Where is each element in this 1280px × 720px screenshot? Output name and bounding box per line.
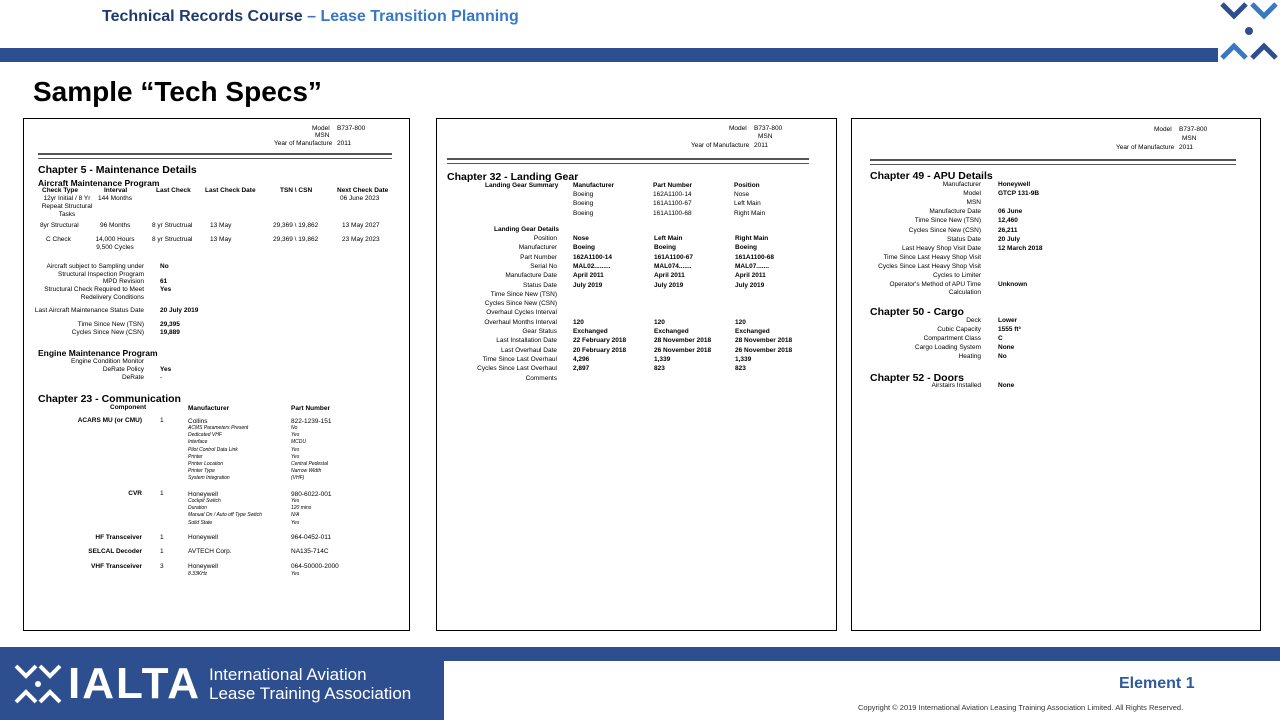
field-value: 29,395: [160, 321, 180, 328]
table-cell: Nose: [734, 191, 750, 198]
option-value: Yes: [291, 432, 300, 439]
component-pn: 964-0452-011: [291, 534, 331, 541]
option-label: Cockpit Switch: [188, 498, 221, 504]
field-label: Operator's Method of APU Time Calculation: [889, 281, 981, 297]
table-cell: MAL02.........: [573, 262, 611, 270]
field-label: Compartment Class: [923, 335, 981, 343]
course-topic: Lease Transition Planning: [320, 8, 519, 25]
col-position: Position: [734, 182, 760, 189]
component-mfr: Collins: [188, 418, 208, 425]
option-label: Printer Location: [188, 461, 224, 467]
row-label: Cycles Since Last Overhaul: [477, 365, 557, 373]
option-value: Central Pedestal: [291, 461, 328, 467]
row-label: Serial No: [530, 262, 557, 270]
table-cell: 96 Months: [100, 222, 131, 229]
table-cell: 28 November 2018: [735, 337, 793, 345]
field-value: Unknown: [998, 281, 1028, 289]
component-name: SELCAL Decoder: [88, 548, 142, 555]
field-value: 19,889: [160, 329, 180, 336]
association-line-2: Lease Training Association: [209, 683, 412, 703]
divider: [870, 159, 1236, 161]
row-label: Gear Status: [522, 328, 557, 335]
table-cell: Left Main: [734, 200, 761, 208]
table-cell: Exchanged: [573, 328, 608, 335]
ialta-wordmark: IALTA: [68, 658, 201, 708]
field-label: Aircraft subject to Sampling under Structural Inspection Program: [46, 263, 144, 279]
table-cell: 144 Months: [98, 195, 132, 202]
field-value: No: [160, 263, 169, 270]
table-cell: 1,339: [654, 355, 671, 363]
field-label: DeRate: [121, 374, 144, 381]
table-cell: April 2011: [573, 272, 604, 280]
option-value: Narrow Width: [291, 468, 322, 475]
table-cell: Right Main: [735, 235, 769, 242]
table-cell: 161A1100-67: [654, 253, 694, 261]
field-value: -: [160, 374, 163, 381]
component-qty: 1: [160, 417, 164, 424]
yom-label: Year of Manufacture: [1116, 144, 1175, 151]
table-cell: 4,296: [573, 355, 590, 363]
col-last-check-date: Last Check Date: [205, 187, 256, 194]
field-value: 20 July: [998, 235, 1021, 243]
field-label: Time Since Last Heavy Shop Visit: [883, 253, 981, 261]
yom-label: Year of Manufacture: [691, 142, 750, 149]
component-mfr: Honeywell: [188, 563, 218, 570]
option-value: (VHF): [291, 475, 305, 482]
row-label: Last Installation Date: [496, 337, 557, 345]
col-manufacturer: Manufacturer: [573, 182, 615, 189]
table-cell: April 2011: [654, 272, 685, 280]
table-cell: 13 May: [210, 236, 232, 243]
field-value: 06 June: [998, 208, 1023, 216]
amp-heading: Aircraft Maintenance Program: [38, 178, 160, 188]
msn-label: MSN: [758, 133, 773, 140]
field-value: Yes: [160, 286, 172, 293]
option-value: N/A: [291, 512, 300, 519]
model-label: Model: [312, 125, 330, 132]
field-label: Time Since New (TSN): [77, 321, 144, 328]
table-cell: 13 May 2027: [342, 222, 380, 229]
table-cell: 1,339: [735, 355, 752, 363]
option-label: 8.33KHz: [188, 571, 208, 577]
field-label: Status Date: [947, 235, 981, 243]
field-value: 61: [160, 278, 168, 285]
row-label: Manufacturer: [518, 244, 557, 252]
field-value: None: [998, 382, 1015, 389]
copyright-text: Copyright © 2019 International Aviation Leasing Training Association Limited. All Rights Reserved.: [858, 703, 1184, 712]
yom-value: 2011: [337, 140, 351, 147]
table-cell: Boeing: [573, 200, 594, 208]
option-value: 120 mins: [291, 505, 312, 512]
field-label: Cubic Capacity: [937, 326, 981, 334]
col-component: Component: [110, 404, 147, 411]
table-cell: MAL07.......: [735, 262, 769, 270]
header-separator: –: [302, 8, 321, 25]
component-mfr: AVTECH Corp.: [188, 548, 232, 555]
col-part-number: Part Number: [653, 182, 693, 189]
field-value: No: [998, 353, 1007, 361]
table-cell: Boeing: [735, 244, 758, 252]
table-cell: 162A1100-14: [653, 191, 692, 198]
field-label: Model: [963, 190, 981, 198]
field-label: Last Aircraft Maintenance Status Date: [34, 307, 144, 314]
col-part-number: Part Number: [291, 405, 331, 412]
table-cell: Left Main: [654, 235, 683, 242]
msn-label: MSN: [1182, 135, 1197, 142]
chapter-50-heading: Chapter 50 - Cargo: [870, 306, 964, 318]
yom-value: 2011: [1179, 144, 1193, 151]
option-value: No: [291, 425, 298, 431]
table-cell: 161A1100-68: [735, 253, 775, 261]
option-label: Duration: [188, 505, 207, 512]
chapter-32-heading: Chapter 32 - Landing Gear: [447, 171, 579, 183]
row-label: Status Date: [523, 281, 557, 289]
model-value: B737-800: [337, 125, 366, 132]
field-label: Last Heavy Shop Visit Date: [901, 244, 981, 252]
landing-gear-summary-label: Landing Gear Summary: [485, 182, 559, 189]
row-label: Last Overhaul Date: [500, 346, 557, 354]
table-cell: Nose: [573, 235, 589, 242]
association-name: [209, 665, 411, 703]
header-bar: [0, 48, 1218, 62]
field-value: Honeywell: [998, 181, 1031, 188]
field-label: Cycles Since New (CSN): [71, 329, 144, 336]
emp-heading: Engine Maintenance Program: [38, 348, 158, 358]
table-cell: 14,000 Hours 9,500 Cycles: [95, 236, 135, 252]
field-value: Lower: [998, 317, 1018, 324]
option-label: ACMS Parameters Present: [188, 425, 249, 431]
divider: [447, 158, 809, 160]
field-label: Deck: [966, 317, 981, 324]
field-value: 26,211: [998, 226, 1018, 234]
landing-gear-details-label: Landing Gear Details: [494, 226, 560, 233]
field-value: 12 March 2018: [998, 244, 1043, 252]
table-cell: 29,369 \ 19,862: [273, 236, 319, 243]
field-label: Manufacturer: [942, 181, 981, 188]
component-name: CVR: [128, 490, 142, 497]
option-value: Yes: [291, 453, 300, 460]
row-label: Part Number: [520, 253, 557, 261]
field-label: Structural Check Required to Meet Redelivery Conditions: [44, 286, 144, 302]
component-name: HF Transceiver: [95, 534, 142, 541]
divider: [447, 163, 809, 164]
table-cell: MAL074.......: [654, 262, 692, 270]
table-cell: Exchanged: [654, 328, 689, 335]
field-label: Manufacture Date: [929, 208, 981, 216]
component-name: VHF Transceiver: [91, 563, 142, 570]
chapter-49-heading: Chapter 49 - APU Details: [870, 170, 993, 182]
component-pn: 980-6022-001: [291, 491, 332, 498]
component-mfr: Honeywell: [188, 534, 218, 541]
col-next-check-date: Next Check Date: [337, 187, 389, 194]
option-value: Yes: [291, 446, 300, 453]
table-cell: Boeing: [573, 209, 594, 217]
component-pn: NA135-714C: [291, 548, 329, 555]
option-value: Yes: [291, 498, 300, 504]
field-label: Time Since New (TSN): [914, 217, 981, 225]
tech-spec-page-2: [436, 118, 837, 631]
component-mfr: Honeywell: [188, 491, 218, 498]
field-label: DeRate Policy: [102, 366, 144, 373]
table-cell: 26 November 2018: [654, 346, 712, 354]
field-value: 1555 ft³: [998, 326, 1021, 334]
table-cell: 29,369 \ 19,862: [273, 222, 319, 229]
table-cell: 162A1100-14: [573, 253, 613, 261]
tech-spec-page-1: [23, 118, 410, 631]
field-label: MPD Revision: [102, 278, 144, 285]
element-label: Element 1: [1119, 675, 1195, 692]
table-cell: 8 yr Structrual: [152, 222, 193, 229]
ialta-footer-logo: [0, 647, 444, 720]
table-cell: 161A1100-67: [653, 200, 692, 208]
col-tsn-csn: TSN \ CSN: [280, 187, 313, 194]
model-value: B737-800: [754, 125, 783, 132]
table-cell: 13 May: [210, 222, 232, 229]
header-title: [102, 8, 519, 26]
col-interval: Interval: [104, 187, 128, 194]
table-cell: 8 yr Structrual: [152, 236, 193, 243]
row-label: Time Since Last Overhaul: [482, 355, 557, 363]
divider: [38, 153, 392, 155]
field-value: Yes: [160, 366, 172, 373]
table-cell: Boeing: [654, 244, 677, 252]
table-cell: 120: [573, 318, 584, 326]
option-value: Yes: [291, 571, 300, 577]
model-label: Model: [1154, 126, 1172, 133]
option-label: Dedicated VHF: [188, 432, 222, 439]
model-label: Model: [729, 125, 747, 132]
field-label: Airstairs Installed: [931, 382, 981, 389]
table-cell: 8yr Structural: [40, 222, 79, 229]
row-label: Time Since New (TSN): [490, 290, 557, 298]
ialta-logo-icon: [1218, 0, 1280, 62]
table-cell: 20 February 2018: [573, 346, 627, 354]
table-cell: 120: [735, 318, 746, 326]
option-label: Solid State: [188, 519, 213, 526]
table-cell: Exchanged: [735, 328, 770, 335]
table-cell: 26 November 2018: [735, 346, 793, 354]
component-pn: 064-50000-2000: [291, 563, 339, 570]
chapter-23-heading: Chapter 23 - Communication: [38, 393, 181, 405]
option-label: Printer Type: [188, 468, 215, 475]
table-cell: April 2011: [735, 272, 766, 280]
table-cell: 12yr Initial / 8 Yr Repeat Structural Tasks: [41, 195, 93, 219]
component-pn: 822-1239-151: [291, 418, 332, 425]
field-label: Cargo Loading System: [914, 344, 981, 352]
table-cell: July 2019: [654, 281, 684, 289]
component-qty: 3: [160, 563, 164, 570]
row-label: Cycles Since New (CSN): [484, 300, 557, 308]
tech-spec-page-3: [851, 118, 1261, 631]
table-cell: July 2019: [735, 281, 765, 289]
row-label: Manufacture Date: [505, 272, 557, 280]
table-cell: 823: [654, 365, 665, 373]
field-label: Engine Condition Monitor: [71, 358, 144, 365]
field-value: C: [998, 335, 1003, 343]
option-label: System Integration: [188, 475, 230, 482]
field-value: GTCP 131-9B: [998, 190, 1040, 198]
table-cell: 823: [735, 365, 746, 373]
table-cell: 2,897: [573, 365, 590, 373]
association-line-1: International Aviation: [209, 664, 367, 684]
chapter-5-heading: Chapter 5 - Maintenance Details: [38, 164, 197, 176]
divider: [38, 158, 392, 159]
col-last-check: Last Check: [156, 187, 191, 194]
option-label: Interface: [188, 439, 208, 446]
option-label: Manual On / Auto off Type Switch: [188, 512, 262, 519]
slide-title: Sample “Tech Specs”: [33, 76, 322, 107]
table-cell: July 2019: [573, 281, 603, 289]
component-qty: 1: [160, 490, 164, 497]
row-label: Overhaul Cycles Interval: [486, 309, 557, 317]
field-label: Heating: [958, 353, 981, 361]
table-cell: Boeing: [573, 244, 596, 252]
field-value: 20 July 2019: [160, 307, 199, 314]
yom-value: 2011: [754, 142, 768, 149]
field-label: Cycles to Limiter: [932, 272, 981, 279]
field-value: None: [998, 344, 1015, 352]
chapter-52-heading: Chapter 52 - Doors: [870, 372, 964, 384]
option-value: MCDU: [291, 439, 306, 446]
table-cell: 06 June 2023: [340, 195, 380, 202]
field-label: Cycles Since Last Heavy Shop Visit: [878, 262, 981, 270]
field-label: MSN: [966, 199, 981, 207]
model-value: B737-800: [1179, 126, 1208, 133]
option-label: Pilot Control Data Link: [188, 446, 238, 453]
field-value: 12,460: [998, 217, 1018, 225]
row-label: Overhaul Months Interval: [484, 318, 557, 326]
table-cell: 22 February 2018: [573, 337, 627, 345]
table-cell: C Check: [46, 236, 71, 243]
table-cell: Boeing: [573, 191, 594, 198]
table-cell: 161A1100-68: [653, 209, 692, 217]
col-manufacturer: Manufacturer: [188, 405, 230, 412]
col-check-type: Check Type: [42, 187, 79, 194]
option-value: Yes: [291, 519, 300, 526]
option-label: Printer: [188, 453, 203, 460]
yom-label: Year of Manufacture: [274, 140, 333, 147]
course-name: Technical Records Course: [102, 8, 303, 25]
table-cell: 23 May 2023: [342, 236, 380, 243]
component-qty: 1: [160, 548, 164, 555]
table-cell: Right Main: [734, 209, 766, 217]
row-label: Position: [533, 235, 557, 242]
field-label: Cycles Since New (CSN): [908, 226, 981, 234]
row-label: Comments: [525, 374, 557, 382]
ialta-mark-icon: [14, 662, 62, 706]
table-cell: 120: [654, 318, 665, 326]
divider: [870, 164, 1236, 165]
component-qty: 1: [160, 534, 164, 541]
table-cell: 28 November 2018: [654, 337, 712, 345]
component-name: ACARS MU (or CMU): [77, 417, 142, 424]
msn-label: MSN: [315, 132, 330, 139]
